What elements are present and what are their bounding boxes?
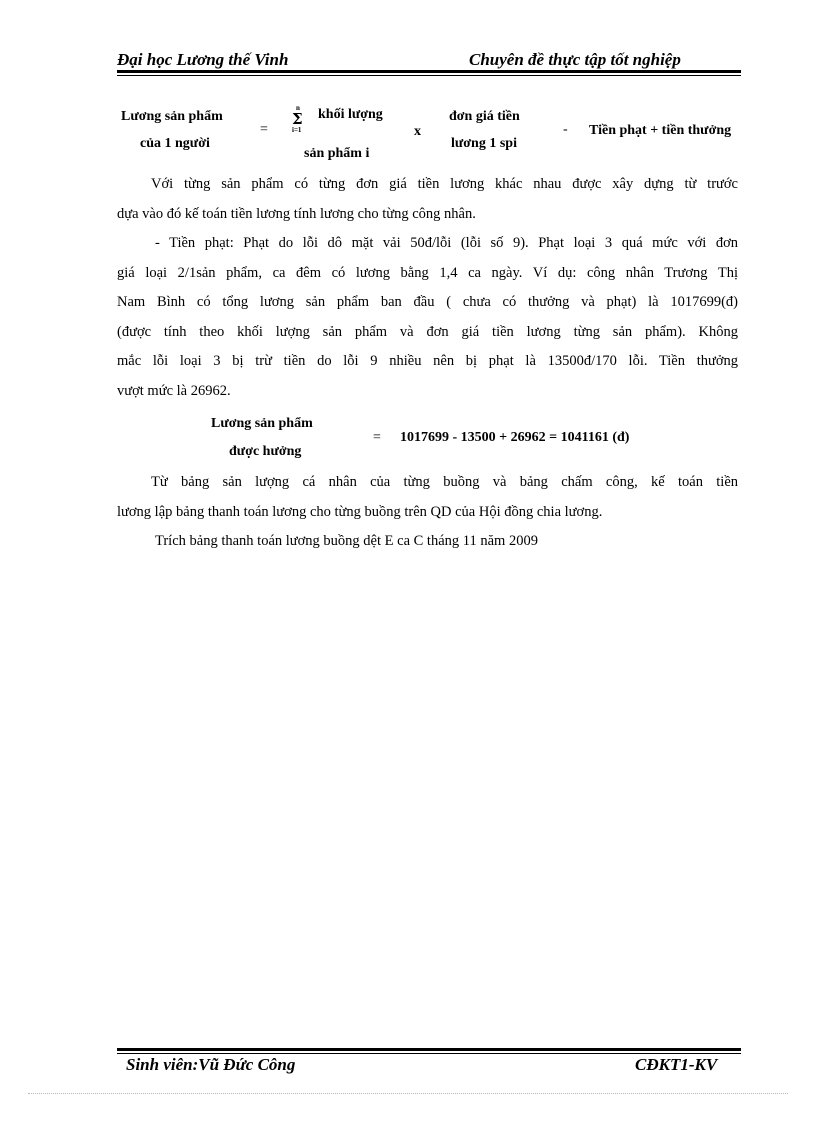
formula2-rhs: 1017699 - 13500 + 26962 = 1041161 (đ) xyxy=(400,430,630,445)
paragraph3-line: lương lập bảng thanh toán lương cho từng buồng trên QD của Hội đồng chia lương. xyxy=(117,503,603,520)
paragraph2-line: giá loại 2/1sản phẩm, ca đêm có lương bằng 1,4 ca ngày. Ví dụ: công nhân Trương Thị xyxy=(117,264,738,281)
formula1-price-line1: đơn giá tiền xyxy=(449,109,520,124)
svg-text:n: n xyxy=(296,104,300,112)
paragraph2-line: - Tiền phạt: Phạt do lỗi dô mặt vải 50đ/lỗi (lỗi số 9). Phạt loại 3 quá mức với đơn xyxy=(155,235,738,251)
svg-text:Σ: Σ xyxy=(292,110,303,128)
formula1-equals: = xyxy=(260,122,268,137)
formula2-lhs-line2: được hưởng xyxy=(229,444,302,459)
paragraph-payroll xyxy=(117,468,738,527)
formula2-equals: = xyxy=(373,430,381,445)
paragraph1-line: dựa vào đó kế toán tiền lương tính lương cho từng công nhân. xyxy=(117,205,476,222)
footer-student: Sinh viên:Vũ Đức Công xyxy=(126,1055,296,1074)
formula1-price-line2: lương 1 spi xyxy=(451,136,517,151)
paragraph2-line: vượt mức là 26962. xyxy=(117,382,231,399)
formula1-sum-sub: sản phẩm i xyxy=(304,146,370,161)
formula1-tail: Tiền phạt + tiền thưởng xyxy=(589,123,732,138)
paragraph2-line: Nam Bình có tổng lương sản phẩm ban đầu ( chưa có thưởng và phạt) là 1017699(đ) xyxy=(117,294,738,310)
paragraph3-line: Từ bảng sản lượng cá nhân của từng buồng và bảng chấm công, kế toán tiền xyxy=(151,474,738,490)
formula1-times: x xyxy=(414,124,421,139)
header-rule xyxy=(117,70,741,73)
formula2-lhs-line1: Lương sản phẩm xyxy=(211,416,313,431)
paragraph-penalty xyxy=(117,229,738,406)
sigma-icon xyxy=(290,102,306,132)
footer-rule xyxy=(117,1048,741,1051)
paragraph4-line: Trích bảng thanh toán lương buồng dệt E ca C tháng 11 năm 2009 xyxy=(155,533,538,549)
header-topic: Chuyên đề thực tập tốt nghiệp xyxy=(469,50,681,69)
header-university: Đại học Lương thế Vinh xyxy=(117,50,289,69)
formula1-lhs-line2: của 1 người xyxy=(140,136,210,151)
paragraph2-line: mắc lỗi loại 3 bị trừ tiền do lỗi 9 nhiều nên bị phạt là 13500đ/170 lỗi. Tiền thưởng xyxy=(117,353,738,369)
footer-class: CĐKT1-KV xyxy=(635,1055,718,1074)
header-rule-thin xyxy=(117,75,741,76)
formula1-lhs-line1: Lương sản phẩm xyxy=(121,109,223,124)
svg-text:i=1: i=1 xyxy=(292,126,302,132)
page-header xyxy=(117,50,741,70)
formula1-sum-label: khối lượng xyxy=(318,107,383,122)
paragraph-unit-price xyxy=(117,170,738,229)
footer-rule-thin xyxy=(117,1053,741,1054)
formula1-minus: - xyxy=(563,122,568,137)
paragraph2-line: (được tính theo khối lượng sản phẩm và đơn giá tiền lương từng sản phẩm). Không xyxy=(117,323,738,340)
paragraph1-line: Với từng sản phẩm có từng đơn giá tiền lương khác nhau được xây dựng từ trước xyxy=(151,176,738,192)
paragraph-table-caption xyxy=(117,527,738,557)
page-bottom-divider xyxy=(28,1093,788,1094)
